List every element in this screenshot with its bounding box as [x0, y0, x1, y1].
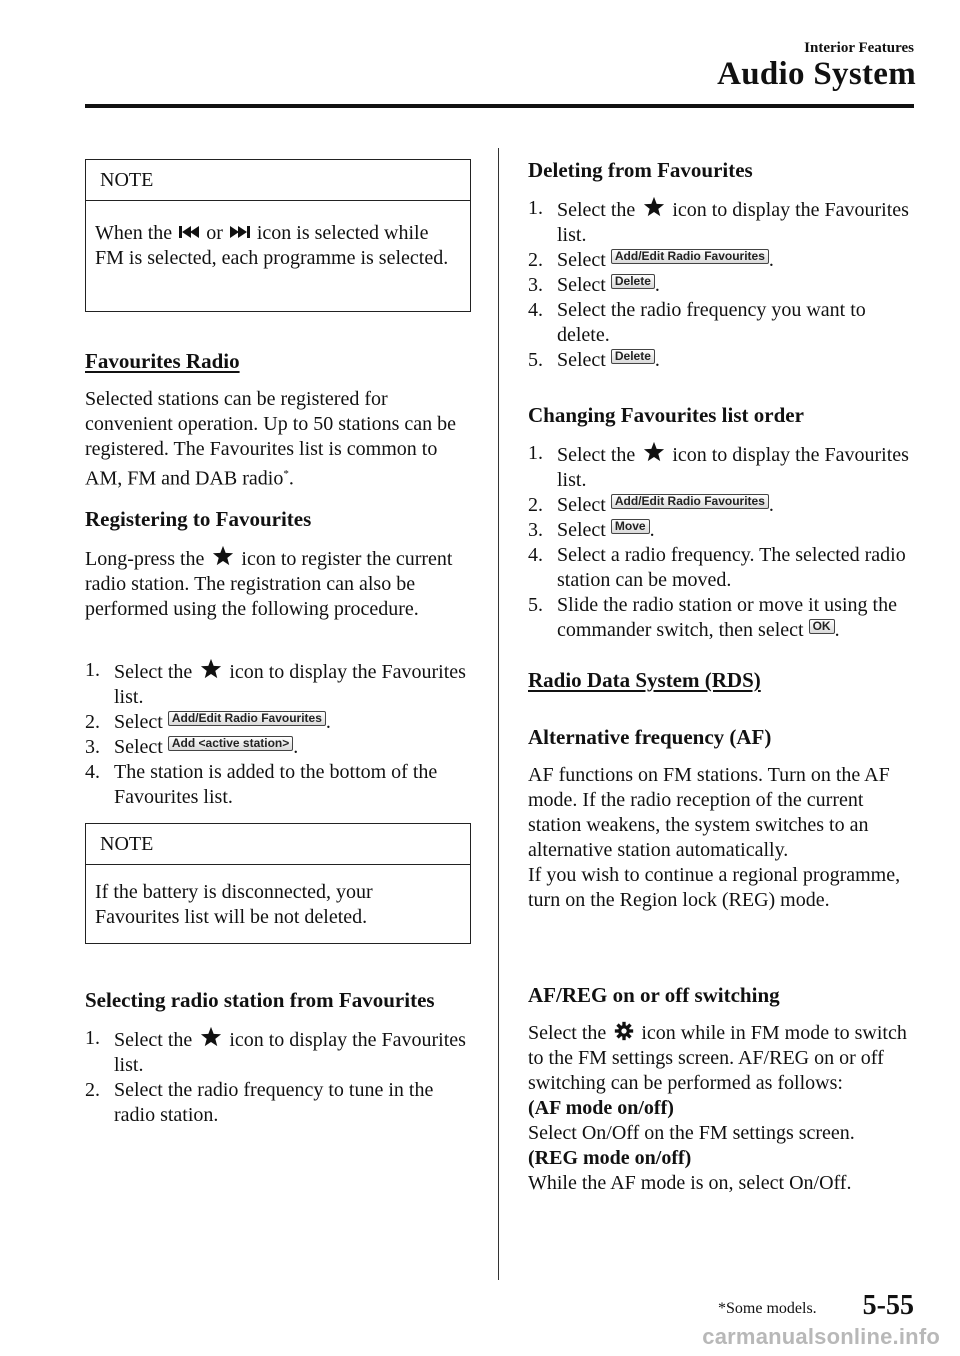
step-number: 2.	[528, 249, 543, 271]
af-mode-label: (AF mode on/off)	[528, 1097, 674, 1119]
step-number: 2.	[528, 494, 543, 516]
list-item	[528, 593, 920, 643]
step-number: 4.	[528, 299, 543, 321]
list-item	[528, 248, 918, 273]
step-number: 1.	[85, 1027, 100, 1049]
switch-text-a: Select the	[528, 1022, 607, 1044]
skip-back-icon	[178, 225, 200, 239]
step-text-b: .	[649, 519, 655, 541]
list-item	[528, 298, 918, 348]
gear-icon	[614, 1021, 634, 1041]
registering-intro-a: Long-press the	[85, 548, 205, 570]
registering-heading: Registering to Favourites	[85, 507, 312, 531]
step-text-a: Select the	[114, 1029, 193, 1051]
list-item	[85, 1026, 475, 1078]
step-number: 3.	[85, 736, 100, 758]
header-section-label: Interior Features	[804, 40, 914, 56]
step-number: 2.	[85, 711, 100, 733]
favourites-radio-text: Selected stations can be registered for convenient operation. Up to 50 stations can be registered. The Favourites list is common to AM, FM and DAB radio	[85, 388, 457, 490]
step-number: 1.	[85, 659, 100, 681]
note-box-skip	[85, 159, 471, 312]
selecting-steps	[85, 1026, 475, 1128]
list-item	[85, 1078, 475, 1128]
star-icon	[200, 1026, 222, 1048]
list-item	[528, 196, 918, 248]
af-body-1: AF functions on FM stations. Turn on the AF mode. If the radio reception of the current station weakens, the system switches to an alternative station automatically.	[528, 764, 890, 861]
delete-button[interactable]: Delete	[611, 274, 655, 289]
star-icon	[643, 196, 665, 218]
registering-intro-b: icon to register the current radio station. The registration can also be performed using the following procedure.	[85, 548, 453, 620]
list-item	[528, 441, 920, 493]
af-body	[528, 763, 908, 913]
reg-mode-label: (REG mode on/off)	[528, 1147, 692, 1169]
list-item	[528, 493, 920, 518]
step-text-b: .	[654, 274, 660, 296]
step-text-a: Select the radio frequency you want to delete.	[557, 299, 866, 346]
deleting-steps	[528, 196, 918, 373]
selecting-heading: Selecting radio station from Favourites	[85, 988, 435, 1012]
note-heading: NOTE	[86, 824, 470, 865]
step-text-a: Select the radio frequency to tune in the radio station.	[114, 1079, 434, 1126]
registering-intro	[85, 545, 475, 622]
step-text-b: .	[768, 249, 774, 271]
step-text-a: Select	[114, 736, 163, 758]
step-text-b: icon to display the Favourites list.	[114, 661, 466, 708]
list-item	[85, 735, 475, 760]
step-text-b: .	[325, 711, 331, 733]
step-number: 5.	[528, 594, 543, 616]
delete-confirm-button[interactable]: Delete	[611, 349, 655, 364]
step-number: 1.	[528, 442, 543, 464]
reg-mode-text: While the AF mode is on, select On/Off.	[528, 1172, 852, 1194]
step-text-a: Select	[114, 711, 163, 733]
note-text-c: FM is selected, each programme is selected.	[95, 247, 449, 269]
list-item	[528, 518, 920, 543]
move-button[interactable]: Move	[611, 519, 650, 534]
add-active-station-button[interactable]: Add <active station>	[168, 736, 293, 751]
step-text-a: Select	[557, 519, 606, 541]
af-mode-text: Select On/Off on the FM settings screen.	[528, 1122, 855, 1144]
note-text	[86, 201, 470, 271]
favourites-radio-body	[85, 387, 471, 492]
list-item	[528, 273, 918, 298]
step-text-a: Select the	[557, 444, 636, 466]
registering-steps	[85, 658, 475, 810]
af-body-2: If you wish to continue a regional programme, turn on the Region lock (REG) mode.	[528, 864, 901, 911]
step-text-b: icon to display the Favourites list.	[557, 444, 909, 491]
add-edit-radio-favourites-button[interactable]: Add/Edit Radio Favourites	[611, 249, 769, 264]
step-text-b: .	[834, 619, 840, 641]
step-text-a: Select a radio frequency. The selected radio station can be moved.	[557, 544, 906, 591]
step-text-b: icon to display the Favourites list.	[114, 1029, 466, 1076]
some-models-asterisk: *	[283, 468, 289, 480]
step-text-a: Select	[557, 274, 606, 296]
step-number: 2.	[85, 1079, 100, 1101]
step-text-a: Select the	[557, 199, 636, 221]
header-rule	[85, 104, 914, 108]
step-number: 3.	[528, 519, 543, 541]
rds-heading: Radio Data System (RDS)	[528, 668, 761, 692]
changing-order-steps	[528, 441, 920, 643]
af-reg-switch-heading: AF/REG on or off switching	[528, 983, 780, 1007]
step-number: 4.	[85, 761, 100, 783]
step-number: 3.	[528, 274, 543, 296]
step-text-b: .	[768, 494, 774, 516]
page-number: 5-55	[862, 1290, 914, 1321]
list-item	[528, 348, 918, 373]
list-item	[85, 760, 475, 810]
changing-order-heading: Changing Favourites list order	[528, 403, 804, 427]
step-text-a: The station is added to the bottom of the Favourites list.	[114, 761, 438, 808]
list-item	[85, 710, 475, 735]
add-edit-radio-favourites-button[interactable]: Add/Edit Radio Favourites	[611, 494, 769, 509]
step-number: 5.	[528, 349, 543, 371]
step-text-a: Slide the radio station or move it using the commander switch, then select	[557, 594, 897, 641]
af-reg-switch-text	[528, 1021, 908, 1096]
note-text-b: icon is selected while	[256, 222, 429, 244]
note-heading: NOTE	[86, 160, 470, 201]
step-number: 1.	[528, 197, 543, 219]
step-text-a: Select the	[114, 661, 193, 683]
column-divider	[498, 148, 499, 1280]
switch-text-b: icon while in FM mode to switch to the FM settings screen. AF/REG on or off switching can be performed as follows:	[528, 1022, 907, 1094]
deleting-heading: Deleting from Favourites	[528, 158, 753, 182]
step-text-a: Select	[557, 494, 606, 516]
watermark: carmanualsonline.info	[702, 1324, 940, 1349]
favourites-radio-period: .	[288, 467, 294, 490]
step-text-a: Select	[557, 349, 606, 371]
af-reg-switch-body	[528, 1021, 908, 1196]
footnote-some-models: *Some models.	[718, 1300, 817, 1317]
note-text-a: When the	[95, 222, 173, 244]
list-item	[85, 658, 475, 710]
note-text: If the battery is disconnected, your Favourites list will be not deleted.	[95, 881, 373, 928]
af-heading: Alternative frequency (AF)	[528, 725, 772, 749]
star-icon	[212, 545, 234, 567]
step-number: 4.	[528, 544, 543, 566]
add-edit-radio-favourites-button[interactable]: Add/Edit Radio Favourites	[168, 711, 326, 726]
step-text-b: icon to display the Favourites list.	[557, 199, 909, 246]
list-item	[528, 543, 920, 593]
step-text-b: .	[293, 736, 299, 758]
star-icon	[643, 441, 665, 463]
ok-button[interactable]: OK	[809, 619, 835, 634]
step-text-a: Select	[557, 249, 606, 271]
note-text-or: or	[206, 222, 223, 244]
note-box-battery	[85, 823, 471, 944]
step-text-b: .	[654, 349, 660, 371]
skip-forward-icon	[229, 225, 251, 239]
favourites-radio-heading: Favourites Radio	[85, 349, 240, 373]
star-icon	[200, 658, 222, 680]
page-title: Audio System	[717, 56, 916, 92]
